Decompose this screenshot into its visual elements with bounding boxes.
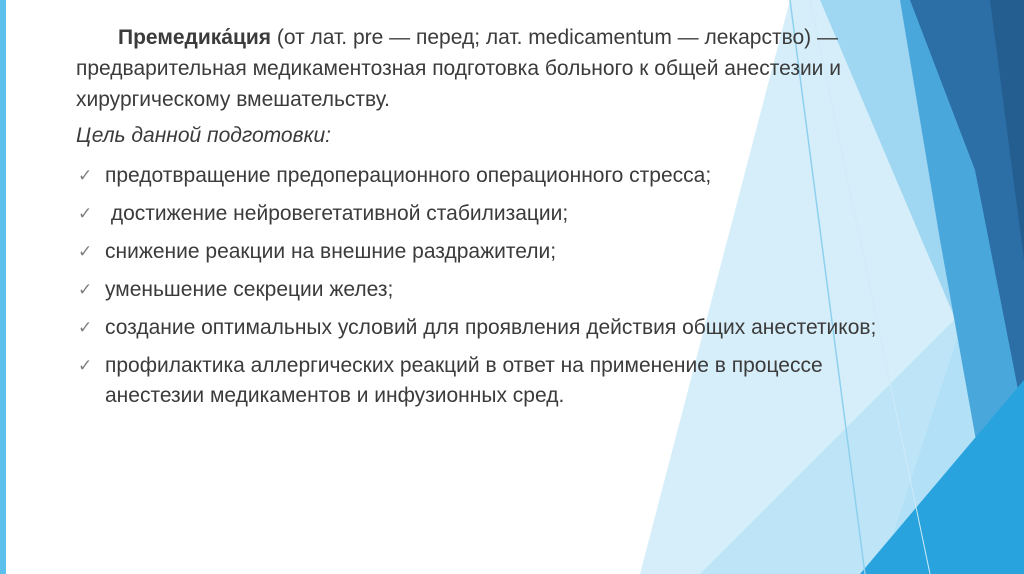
definition-paragraph (76, 22, 896, 115)
list-item-text: достижение нейровегетативной стабилизации; (105, 202, 569, 225)
checkmark-icon: ✓ (78, 356, 93, 375)
checkmark-icon: ✓ (78, 204, 93, 223)
slide-content (76, 22, 896, 419)
left-accent-bar (0, 0, 6, 574)
definition-term: Премедика́ция (118, 26, 272, 49)
definition-text: (от лат. pre — перед; лат. medicamentum — лекарство) — предварительная медикаментозная подготовка больного к общей анестезии и хирургическому вмешательству. (76, 26, 841, 111)
list-item-text: уменьшение секреции желез; (105, 278, 394, 301)
checkmark-icon: ✓ (78, 166, 93, 185)
list-item (76, 237, 896, 267)
list-item (76, 275, 896, 305)
list-item (76, 199, 896, 229)
checkmark-icon: ✓ (78, 242, 93, 261)
list-item (76, 161, 896, 191)
list-item-text: создание оптимальных условий для проявления действия общих анестетиков; (105, 316, 877, 339)
checkmark-icon: ✓ (78, 318, 93, 337)
list-item (76, 351, 896, 411)
goal-heading: Цель данной подготовки: (76, 124, 331, 147)
list-item-text: предотвращение предоперационного операционного стресса; (105, 164, 712, 187)
goals-list (76, 161, 896, 411)
list-item (76, 313, 896, 343)
list-item-text: профилактика аллергических реакций в ответ на применение в процессе анестезии медикаментов и инфузионных сред. (105, 354, 823, 407)
list-item-text: снижение реакции на внешние раздражители; (105, 240, 557, 263)
checkmark-icon: ✓ (78, 280, 93, 299)
